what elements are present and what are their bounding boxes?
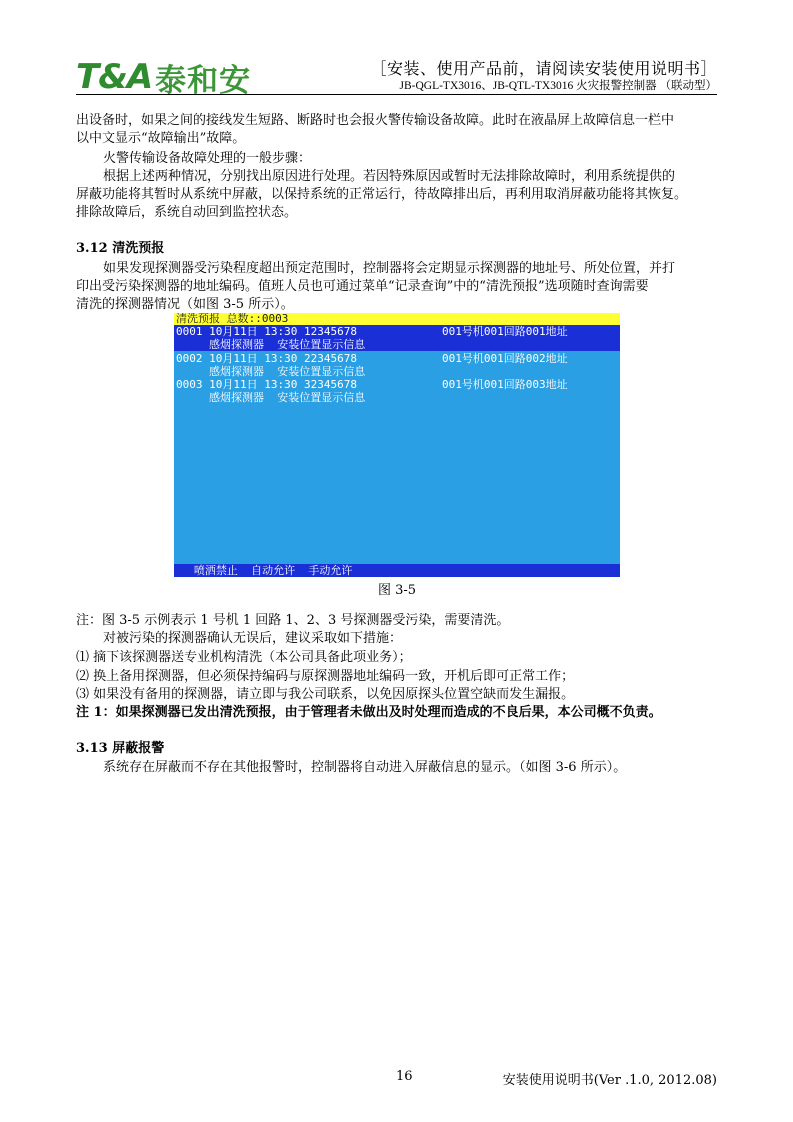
header-title: ［安装、使用产品前，请阅读安装使用说明书］ <box>370 59 717 78</box>
header-subtitle: JB-QGL-TX3016、JB-QTL-TX3016 火灾报警控制器 （联动型） <box>399 80 717 92</box>
figure-caption: 图 3-5 <box>378 583 417 598</box>
logo-company-name: 泰和安 <box>155 62 252 99</box>
paragraph-line: 出设备时，如果之间的接线发生短路、断路时也会报火警传输设备故障。此时在液晶屏上故障信息一栏中 <box>76 113 675 128</box>
paragraph-line: 清洗的探测器情况（如图 3-5 所示）。 <box>76 297 294 312</box>
logo-mark: T&A <box>76 57 153 97</box>
record-address: 001号机001回路002地址 <box>442 352 568 365</box>
section-heading-3-13: 3.13 屏蔽报警 <box>76 741 165 756</box>
paragraph-line: 屏蔽功能将其暂时从系统中屏蔽，以保持系统的正常运行，待故障排出后，再利用取消屏蔽功能将其恢复。 <box>76 187 688 202</box>
screen-record <box>174 378 620 404</box>
paragraph-line: 如果发现探测器受污染程度超出预定范围时，控制器将会定期显示探测器的地址号、所处位置，并打 <box>103 261 676 276</box>
screen-record <box>174 352 620 378</box>
section-heading-3-12: 3.12 清洗预报 <box>76 241 165 256</box>
note-warning: 注 1：如果探测器已发出清洗预报，由于管理者未做出及时处理而造成的不良后果，本公司概不负责。 <box>76 705 662 720</box>
page-header <box>370 60 717 93</box>
record-address: 001号机001回路003地址 <box>442 378 568 391</box>
paragraph-line: 以中文显示“故障输出”故障。 <box>76 131 246 146</box>
record-summary: 0002 10月11日 13:30 22345678 <box>176 352 357 365</box>
record-detail: 感烟探测器 安装位置显示信息 <box>209 338 366 351</box>
page-number: 16 <box>396 1069 413 1084</box>
list-item: ⑶ 如果没有备用的探测器，请立即与我公司联系，以免因原探头位置空缺而发生漏报。 <box>76 687 575 702</box>
screen-title-bar: 清洗预报 总数::0003 <box>174 313 620 325</box>
paragraph-line: 注：图 3-5 示例表示 1 号机 1 回路 1、2、3 号探测器受污染，需要清洗。 <box>76 613 510 628</box>
paragraph-line: 火警传输设备故障处理的一般步骤： <box>103 151 312 166</box>
record-summary: 0003 10月11日 13:30 32345678 <box>176 378 357 391</box>
record-detail: 感烟探测器 安装位置显示信息 <box>209 365 366 378</box>
paragraph-line: 系统存在屏蔽而不存在其他报警时，控制器将自动进入屏蔽信息的显示。（如图 3-6 所示）。 <box>103 760 627 775</box>
list-item: ⑵ 换上备用探测器，但必须保持编码与原探测器地址编码一致，开机后即可正常工作； <box>76 669 575 684</box>
company-logo <box>76 57 252 99</box>
lcd-screen-figure <box>174 313 620 577</box>
record-summary: 0001 10月11日 13:30 12345678 <box>176 325 357 338</box>
paragraph-line: 印出受污染探测器的地址编码。值班人员也可通过菜单“记录查询”中的“清洗预报”选项随时查询需要 <box>76 279 649 294</box>
record-address: 001号机001回路001地址 <box>442 325 568 338</box>
header-divider <box>76 94 717 95</box>
footer-version: 安装使用说明书(Ver .1.0, 2012.08) <box>502 1073 717 1088</box>
list-item: ⑴ 摘下该探测器送专业机构清洗（本公司具备此项业务）； <box>76 650 412 665</box>
screen-record-selected <box>174 325 620 351</box>
paragraph-line: 根据上述两种情况，分别找出原因进行处理。若因特殊原因或暂时无法排除故障时，利用系统提供的 <box>103 169 676 184</box>
screen-softkey-bar: 喷洒禁止 自动允许 手动允许 <box>174 564 620 577</box>
paragraph-line: 排除故障后，系统自动回到监控状态。 <box>76 205 298 220</box>
record-detail: 感烟探测器 安装位置显示信息 <box>209 391 366 404</box>
paragraph-line: 对被污染的探测器确认无误后，建议采取如下措施： <box>103 631 403 646</box>
